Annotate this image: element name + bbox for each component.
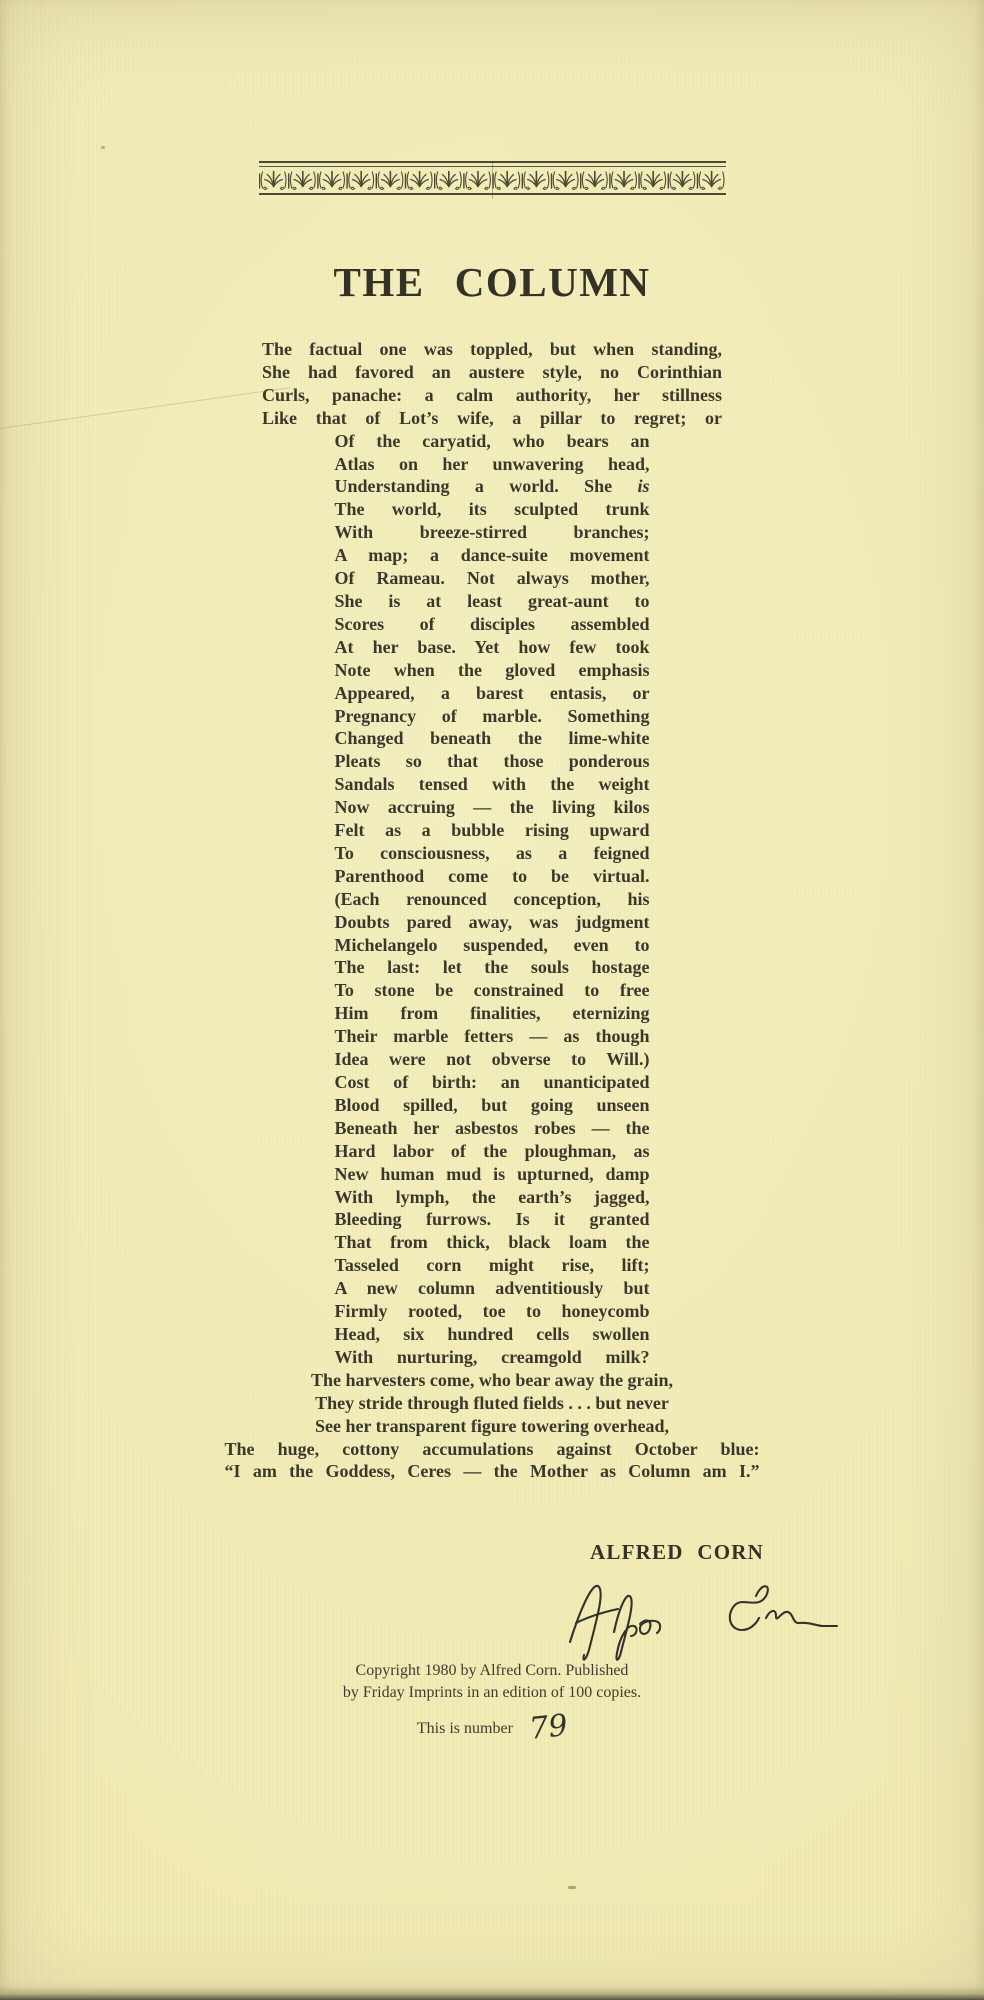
poem-line: Beneath her asbestos robes — the — [334, 1117, 650, 1138]
poem-line: At her base. Yet how few took — [334, 636, 650, 657]
poem-line: Their marble fetters — as though — [334, 1026, 650, 1047]
poem-line: Hard labor of the ploughman, as — [334, 1140, 650, 1161]
poem-line: A new column adventitiously but — [334, 1278, 650, 1299]
poem-line: To consciousness, as a feigned — [334, 842, 650, 863]
palmette-motif-row — [259, 167, 726, 193]
colophon-line-1: Copyright 1980 by Alfred Corn. Published — [355, 1662, 629, 1679]
poem-line: With breeze-stirred branches; — [334, 522, 650, 543]
poem-line: The huge, cottony accumulations against October blue: — [224, 1438, 760, 1459]
poem-line: Him from finalities, eternizing — [334, 1003, 650, 1024]
poem-line: See her transparent figure towering overhead, — [315, 1415, 669, 1436]
poem-line: Felt as a bubble rising upward — [334, 820, 650, 841]
poem-line: With lymph, the earth’s jagged, — [334, 1186, 650, 1207]
poem-line: Blood spilled, but going unseen — [334, 1094, 650, 1115]
poem-line: Firmly rooted, toe to honeycomb — [334, 1301, 650, 1322]
poem-line: The harvesters come, who bear away the grain, — [310, 1369, 674, 1390]
palmette-border — [259, 161, 726, 195]
paper-speck — [568, 1886, 576, 1889]
poem-line: New human mud is upturned, damp — [334, 1163, 650, 1184]
poem-line: Idea were not obverse to Will.) — [334, 1049, 650, 1070]
poem-line: She is at least great-aunt to — [334, 590, 650, 611]
poem-line: Michelangelo suspended, even to — [334, 934, 650, 955]
poem-line: With nurturing, creamgold milk? — [334, 1346, 650, 1367]
poem-line: Understanding a world. She is — [334, 476, 650, 497]
poem-line: (Each renounced conception, his — [334, 888, 650, 909]
poem-line: Doubts pared away, was judgment — [334, 911, 650, 932]
edition-line — [0, 1708, 984, 1747]
poem-line: Of the caryatid, who bears an — [334, 430, 650, 451]
edition-number-label: This is number — [416, 1720, 513, 1737]
poem-line: Pregnancy of marble. Something — [334, 705, 650, 726]
author-signature — [560, 1566, 840, 1666]
poem-line: Curls, panache: a calm authority, her stillness — [262, 384, 722, 405]
poem-line: Cost of birth: an unanticipated — [334, 1072, 650, 1092]
poem-line: The factual one was toppled, but when standing, — [262, 339, 722, 359]
poem-line: Like that of Lot’s wife, a pillar to regret; or — [262, 407, 722, 428]
poem-line: They stride through fluted fields . . . but never — [315, 1392, 669, 1413]
poem-line: Changed beneath the lime-white — [334, 728, 650, 749]
poem-line: Appeared, a barest entasis, or — [334, 682, 650, 703]
paper-speck — [101, 146, 105, 149]
poem-line: Bleeding furrows. Is it granted — [334, 1209, 650, 1230]
poem-line: Scores of disciples assembled — [334, 613, 650, 634]
poem-line: That from thick, black loam the — [334, 1232, 650, 1253]
poem-title: THE COLUMN — [333, 259, 651, 305]
author-attribution: ALFRED CORN — [590, 1540, 764, 1564]
colophon — [0, 1660, 984, 1704]
poem-line: Pleats so that those ponderous — [334, 751, 650, 772]
poem-line: The last: let the souls hostage — [334, 957, 650, 978]
edition-number-handwritten: 79 — [527, 1708, 570, 1747]
poem-line: Now accruing — the living kilos — [334, 797, 650, 818]
poem-line: “I am the Goddess, Ceres — the Mother as Column am I.” — [224, 1461, 760, 1482]
poem-line: Tasseled corn might rise, lift; — [334, 1255, 650, 1276]
poem-body — [225, 338, 760, 1483]
poem-line: Note when the gloved emphasis — [334, 659, 650, 680]
poem-line: Parenthood come to be virtual. — [334, 865, 650, 886]
poem-line: Sandals tensed with the weight — [334, 774, 650, 795]
poem-line: The world, its sculpted trunk — [334, 499, 650, 520]
poem-line: She had favored an austere style, no Corinthian — [262, 361, 722, 382]
poem-line: To stone be constrained to free — [334, 980, 650, 1001]
poem-line: A map; a dance-suite movement — [334, 545, 650, 566]
poem-line: Atlas on her unwavering head, — [334, 453, 650, 474]
border-seam — [492, 161, 493, 199]
poem-line: Of Rameau. Not always mother, — [334, 568, 650, 589]
colophon-line-2: by Friday Imprints in an edition of 100 copies. — [342, 1684, 642, 1701]
poem-line: Head, six hundred cells swollen — [334, 1323, 650, 1344]
page-bottom-edge — [0, 1986, 984, 2000]
